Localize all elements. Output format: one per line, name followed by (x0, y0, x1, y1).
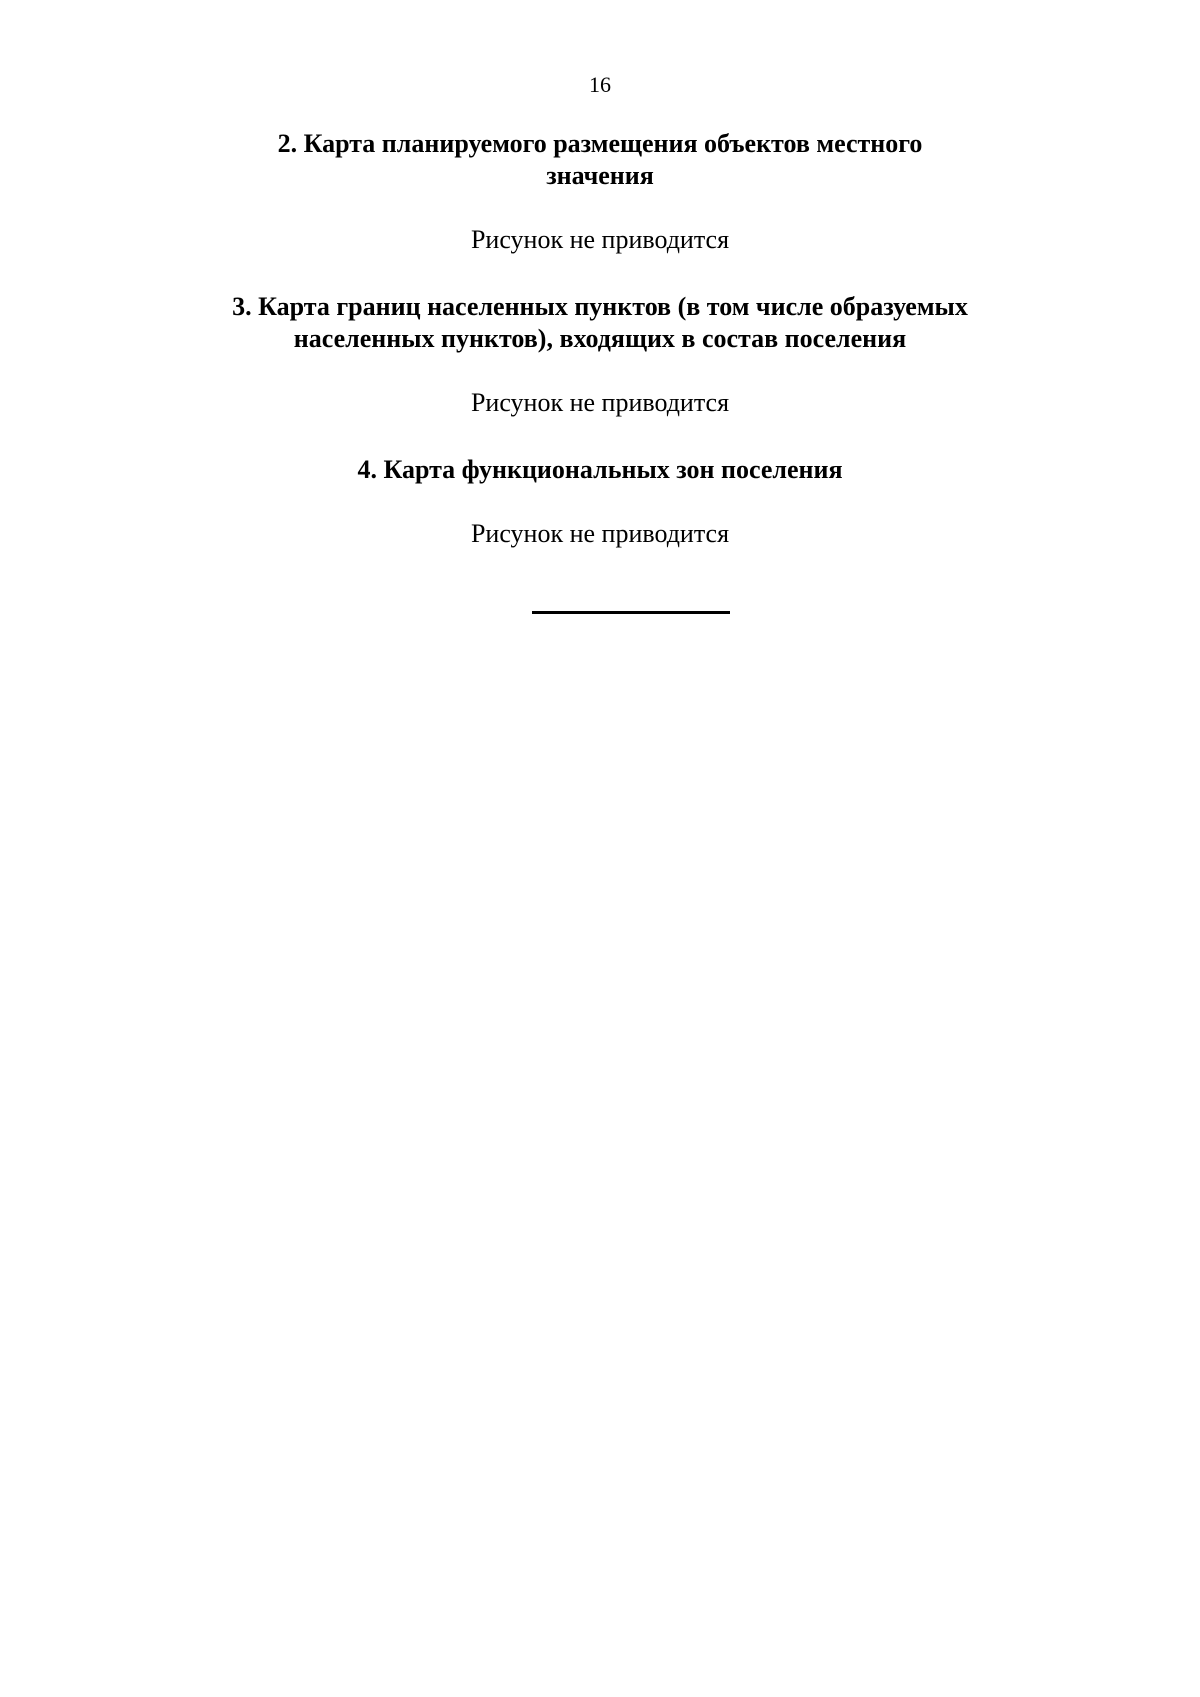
end-divider-line (532, 611, 730, 614)
section-2-figure-placeholder: Рисунок не приводится (470, 225, 730, 254)
page-number: 16 (589, 72, 611, 97)
section-3-heading (150, 291, 1050, 355)
section-2-heading (150, 128, 1050, 192)
section-2-heading-line-1: 2. Карта планируемого размещения объектов местного (277, 129, 923, 158)
section-4-heading-line-1: 4. Карта функциональных зон поселения (357, 455, 843, 484)
section-4-heading (150, 454, 1050, 486)
section-3-heading-line-2: населенных пунктов), входящих в состав поселения (293, 324, 907, 353)
section-2-heading-line-2: значения (546, 161, 654, 190)
section-4-figure-placeholder: Рисунок не приводится (470, 519, 730, 548)
section-3-figure-placeholder: Рисунок не приводится (470, 388, 730, 417)
section-3-heading-line-1: 3. Карта границ населенных пунктов (в том числе образуемых (232, 292, 968, 321)
